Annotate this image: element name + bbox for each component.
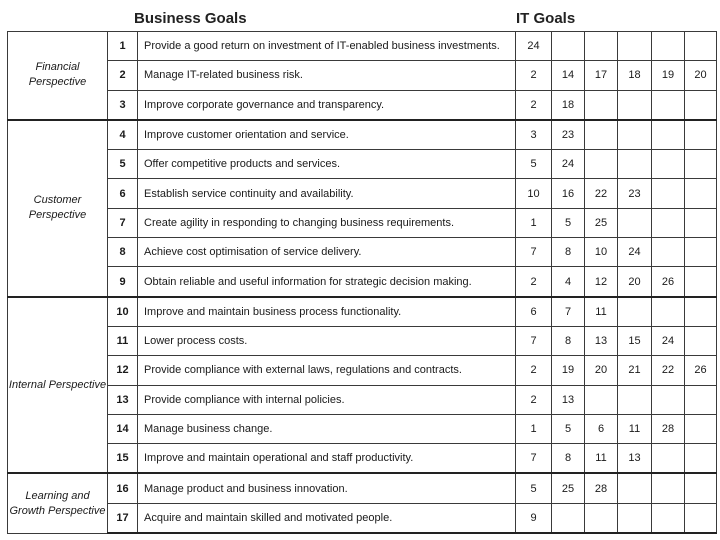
table-row [8, 238, 717, 267]
it-goal-cell [685, 238, 717, 267]
it-goal-cell [652, 120, 685, 150]
goal-number: 6 [108, 179, 138, 208]
it-goal-cell: 13 [552, 385, 585, 414]
table-row [8, 90, 717, 120]
it-goal-cell [618, 297, 652, 327]
it-goal-cell [552, 32, 585, 61]
it-goal-cell: 22 [585, 179, 618, 208]
it-goal-cell [652, 208, 685, 237]
goals-table [7, 31, 717, 534]
goal-number: 9 [108, 267, 138, 297]
it-goal-cell: 1 [516, 414, 552, 443]
it-goal-cell: 7 [552, 297, 585, 327]
it-goal-cell: 4 [552, 267, 585, 297]
table-row [8, 208, 717, 237]
it-goal-cell: 12 [585, 267, 618, 297]
goal-number: 13 [108, 385, 138, 414]
goal-number: 5 [108, 150, 138, 179]
business-goal-text: Improve and maintain business process functionality. [138, 297, 516, 327]
it-goal-cell: 7 [516, 326, 552, 355]
it-goal-cell: 25 [585, 208, 618, 237]
it-goal-cell: 7 [516, 444, 552, 474]
it-goal-cell [685, 503, 717, 533]
it-goal-cell: 5 [516, 473, 552, 503]
business-goal-text: Improve customer orientation and service. [138, 120, 516, 150]
business-goal-text: Manage business change. [138, 414, 516, 443]
it-goal-cell: 9 [516, 503, 552, 533]
goal-number: 3 [108, 90, 138, 120]
it-goal-cell [685, 267, 717, 297]
it-goal-cell: 18 [552, 90, 585, 120]
business-goal-text: Provide a good return on investment of IT-enabled business investments. [138, 32, 516, 61]
business-goals-header: Business Goals [134, 10, 247, 27]
it-goal-cell: 2 [516, 385, 552, 414]
perspective-label: Internal Perspective [8, 297, 108, 474]
it-goal-cell [685, 326, 717, 355]
it-goal-cell: 24 [552, 150, 585, 179]
it-goal-cell: 6 [585, 414, 618, 443]
business-goal-text: Improve corporate governance and transparency. [138, 90, 516, 120]
it-goal-cell: 10 [516, 179, 552, 208]
table-row [8, 120, 717, 150]
table-row [8, 326, 717, 355]
it-goal-cell: 2 [516, 267, 552, 297]
it-goal-cell: 10 [585, 238, 618, 267]
perspective-label: Financial Perspective [8, 32, 108, 120]
goal-number: 2 [108, 61, 138, 90]
it-goal-cell: 13 [585, 326, 618, 355]
it-goal-cell: 18 [618, 61, 652, 90]
it-goal-cell [618, 150, 652, 179]
perspective-label: Learning and Growth Perspective [8, 473, 108, 533]
table-row [8, 385, 717, 414]
it-goal-cell [685, 414, 717, 443]
it-goal-cell [585, 385, 618, 414]
it-goal-cell [618, 32, 652, 61]
business-goal-text: Manage IT-related business risk. [138, 61, 516, 90]
goal-number: 17 [108, 503, 138, 533]
it-goal-cell: 23 [618, 179, 652, 208]
it-goal-cell [552, 503, 585, 533]
it-goal-cell [685, 297, 717, 327]
it-goal-cell [618, 385, 652, 414]
it-goal-cell: 23 [552, 120, 585, 150]
it-goal-cell: 7 [516, 238, 552, 267]
table-row [8, 61, 717, 90]
it-goal-cell: 17 [585, 61, 618, 90]
it-goal-cell: 15 [618, 326, 652, 355]
it-goal-cell [652, 444, 685, 474]
it-goal-cell: 11 [618, 414, 652, 443]
it-goal-cell: 3 [516, 120, 552, 150]
goal-number: 12 [108, 356, 138, 385]
it-goal-cell [585, 32, 618, 61]
goal-number: 15 [108, 444, 138, 474]
table-row [8, 473, 717, 503]
it-goal-cell: 24 [652, 326, 685, 355]
goal-number: 14 [108, 414, 138, 443]
it-goal-cell [652, 297, 685, 327]
it-goal-cell: 22 [652, 356, 685, 385]
business-goal-text: Obtain reliable and useful information for strategic decision making. [138, 267, 516, 297]
it-goal-cell: 19 [552, 356, 585, 385]
business-goal-text: Provide compliance with internal policies. [138, 385, 516, 414]
it-goal-cell [652, 385, 685, 414]
it-goal-cell [618, 120, 652, 150]
it-goal-cell [618, 90, 652, 120]
table-row [8, 297, 717, 327]
goal-number: 11 [108, 326, 138, 355]
it-goal-cell: 26 [685, 356, 717, 385]
goal-number: 4 [108, 120, 138, 150]
it-goal-cell: 20 [685, 61, 717, 90]
it-goal-cell [685, 208, 717, 237]
it-goal-cell: 5 [516, 150, 552, 179]
it-goal-cell: 2 [516, 90, 552, 120]
it-goal-cell: 20 [585, 356, 618, 385]
business-goal-text: Acquire and maintain skilled and motivated people. [138, 503, 516, 533]
goal-number: 7 [108, 208, 138, 237]
it-goal-cell: 11 [585, 297, 618, 327]
it-goal-cell: 5 [552, 414, 585, 443]
it-goal-cell: 6 [516, 297, 552, 327]
business-goal-text: Improve and maintain operational and staff productivity. [138, 444, 516, 474]
it-goal-cell [685, 444, 717, 474]
goal-number: 16 [108, 473, 138, 503]
it-goal-cell: 8 [552, 326, 585, 355]
table-row [8, 150, 717, 179]
it-goal-cell: 5 [552, 208, 585, 237]
it-goal-cell: 24 [516, 32, 552, 61]
it-goal-cell [652, 503, 685, 533]
business-goal-text: Provide compliance with external laws, regulations and contracts. [138, 356, 516, 385]
it-goal-cell [618, 208, 652, 237]
it-goal-cell [652, 32, 685, 61]
it-goal-cell [585, 150, 618, 179]
it-goal-cell: 11 [585, 444, 618, 474]
it-goal-cell: 26 [652, 267, 685, 297]
business-goal-text: Offer competitive products and services. [138, 150, 516, 179]
table-row [8, 444, 717, 474]
table-row [8, 503, 717, 533]
it-goal-cell [585, 90, 618, 120]
it-goal-cell: 28 [652, 414, 685, 443]
it-goal-cell [685, 90, 717, 120]
it-goal-cell: 14 [552, 61, 585, 90]
it-goal-cell: 8 [552, 444, 585, 474]
it-goal-cell [685, 32, 717, 61]
table-row [8, 356, 717, 385]
it-goal-cell [685, 473, 717, 503]
it-goal-cell: 2 [516, 61, 552, 90]
it-goal-cell [685, 179, 717, 208]
it-goal-cell: 28 [585, 473, 618, 503]
it-goal-cell [585, 503, 618, 533]
it-goal-cell: 21 [618, 356, 652, 385]
it-goal-cell [685, 385, 717, 414]
goal-number: 1 [108, 32, 138, 61]
it-goal-cell [652, 90, 685, 120]
it-goal-cell: 1 [516, 208, 552, 237]
it-goal-cell [652, 238, 685, 267]
it-goal-cell: 13 [618, 444, 652, 474]
it-goal-cell: 8 [552, 238, 585, 267]
table-row [8, 414, 717, 443]
it-goal-cell [618, 503, 652, 533]
table-row [8, 179, 717, 208]
business-goal-text: Achieve cost optimisation of service delivery. [138, 238, 516, 267]
perspective-label: Customer Perspective [8, 120, 108, 297]
business-goal-text: Lower process costs. [138, 326, 516, 355]
it-goal-cell [618, 473, 652, 503]
it-goal-cell [652, 150, 685, 179]
business-goal-text: Manage product and business innovation. [138, 473, 516, 503]
table-row [8, 267, 717, 297]
it-goals-header: IT Goals [516, 10, 576, 27]
it-goal-cell: 24 [618, 238, 652, 267]
it-goal-cell [585, 120, 618, 150]
it-goal-cell: 19 [652, 61, 685, 90]
it-goal-cell: 2 [516, 356, 552, 385]
goal-number: 10 [108, 297, 138, 327]
it-goal-cell: 20 [618, 267, 652, 297]
it-goal-cell [685, 120, 717, 150]
table-row [8, 32, 717, 61]
business-goal-text: Create agility in responding to changing business requirements. [138, 208, 516, 237]
business-goal-text: Establish service continuity and availability. [138, 179, 516, 208]
it-goal-cell: 16 [552, 179, 585, 208]
goal-number: 8 [108, 238, 138, 267]
it-goal-cell: 25 [552, 473, 585, 503]
it-goal-cell [652, 473, 685, 503]
it-goal-cell [685, 150, 717, 179]
it-goal-cell [652, 179, 685, 208]
